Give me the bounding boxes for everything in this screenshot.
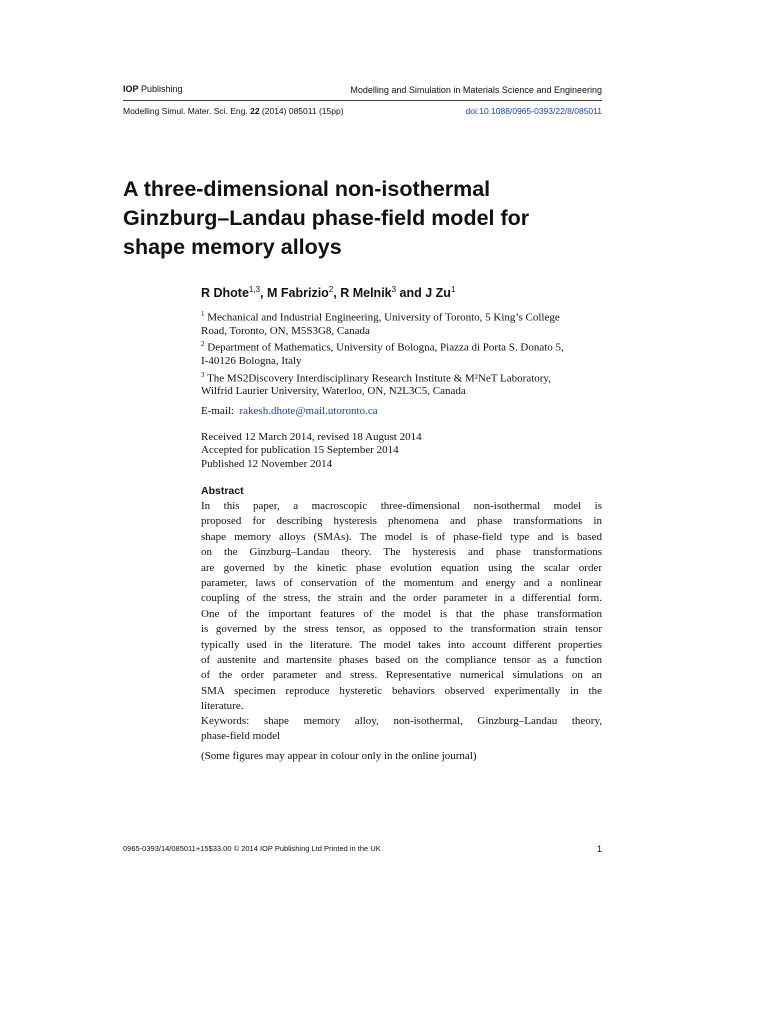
author-name: M Fabrizio <box>267 286 329 301</box>
citation-line <box>123 106 602 120</box>
date-received: Received 12 March 2014, revised 18 August 2014 <box>201 431 422 443</box>
abstract-line: literature. <box>201 700 244 713</box>
affiliation-line: I-40126 Bologna, Italy <box>201 355 302 368</box>
page-footer <box>123 844 602 856</box>
abstract-line: proposed for describing hysteresis phenomena and phase transformations in <box>201 515 602 528</box>
abstract-line: coupling of the stress, the strain and the order parameter in a differential form. <box>201 592 602 605</box>
paper-title <box>123 175 593 262</box>
abstract-heading: Abstract <box>201 485 244 497</box>
abstract-line: are governed by the kinetic phase evolution equation using the scalar order <box>201 561 602 574</box>
date-published: Published 12 November 2014 <box>201 457 333 470</box>
title-line: A three-dimensional non-isothermal <box>123 177 491 201</box>
keywords-line: phase-field model <box>201 730 281 743</box>
abstract-line: In this paper, a macroscopic three-dimensional non-isothermal model is <box>201 500 602 512</box>
colour-note: (Some figures may appear in colour only in the online journal) <box>201 750 477 762</box>
author-affil-sup: 1,3 <box>248 285 261 294</box>
author-affil-sup: 1 <box>450 285 456 294</box>
citation: Modelling Simul. Mater. Sci. Eng. 22 (2014) 085011 (15pp) <box>123 106 344 116</box>
abstract-line: parameter, laws of conservation of the momentum and energy and a nonlinear <box>201 576 602 589</box>
abstract-body <box>201 499 602 714</box>
abstract-line: of the order parameter and stress. Representative numerical simulations on an <box>201 669 602 682</box>
abstract-line: SMA specimen reproduce hysteretic behaviors observed experimentally in the <box>201 684 602 697</box>
email-link[interactable]: rakesh.dhote@mail.utoronto.ca <box>239 405 378 417</box>
author-name: R Dhote <box>201 286 249 301</box>
page-number: 1 <box>596 844 602 854</box>
abstract-line: is governed by the stress tensor, as opposed to the transformation strain tensor <box>201 623 602 636</box>
publication-dates <box>201 431 602 471</box>
author-list: R Dhote$^{1,3}$, M Fabrizio$^2$, R Melnik$^3$ and J Zu$^1$ <box>201 285 456 301</box>
affiliations <box>201 308 602 399</box>
author-name: R Melnik <box>340 286 392 301</box>
doi-link[interactable]: doi:10.1088/0965-0393/22/8/085011 <box>465 106 602 116</box>
journal-name: Modelling and Simulation in Materials Science and Engineering <box>350 85 602 95</box>
email-line <box>201 405 602 417</box>
affiliation-line: $^1$ Mechanical and Industrial Engineering, University of Toronto, 5 King’s College <box>201 310 560 324</box>
email-label: E-mail: <box>201 405 234 417</box>
footer-copyright: 0965-0393/14/085011+15$33.00 © 2014 IOP Publishing Ltd Printed in the UK <box>123 844 381 853</box>
abstract-line: typically used in the literature. The model takes into account different properties <box>201 638 602 651</box>
abstract-line: on the Ginzburg–Landau theory. The hysteresis and phase transformations <box>201 546 602 559</box>
keywords-line: Keywords: shape memory alloy, non-isothermal, Ginzburg–Landau theory, <box>201 715 602 727</box>
affiliation-line: $^2$ Department of Mathematics, University of Bologna, Piazza di Porta S. Donato 5, <box>201 340 564 354</box>
author-affil-sup: 3 <box>391 285 397 294</box>
title-line: Ginzburg–Landau phase-field model for <box>123 206 530 230</box>
affiliation-line: Road, Toronto, ON, M5S3G8, Canada <box>201 324 370 337</box>
author-name: J Zu <box>425 286 451 301</box>
keywords <box>201 714 602 745</box>
title-line: shape memory alloys <box>123 235 342 259</box>
running-header <box>123 84 602 98</box>
publisher-logo: IOP Publishing <box>123 84 183 94</box>
abstract-line: One of the important features of the model is that the phase transformation <box>201 607 602 620</box>
header-rule <box>123 100 602 101</box>
abstract-line: shape memory alloys (SMAs). The model is of phase-field type and is based <box>201 530 602 543</box>
abstract-line: of austenite and martensite phases based on the compliance tensor as a function <box>201 653 602 666</box>
affiliation-line: Wilfrid Laurier University, Waterloo, ON, N2L3C5, Canada <box>201 385 466 398</box>
date-accepted: Accepted for publication 15 September 2014 <box>201 444 399 457</box>
affiliation-line: $^3$ The MS2Discovery Interdisciplinary Research Institute & M²NeT Laboratory, <box>201 370 551 385</box>
author-affil-sup: 2 <box>328 285 334 294</box>
